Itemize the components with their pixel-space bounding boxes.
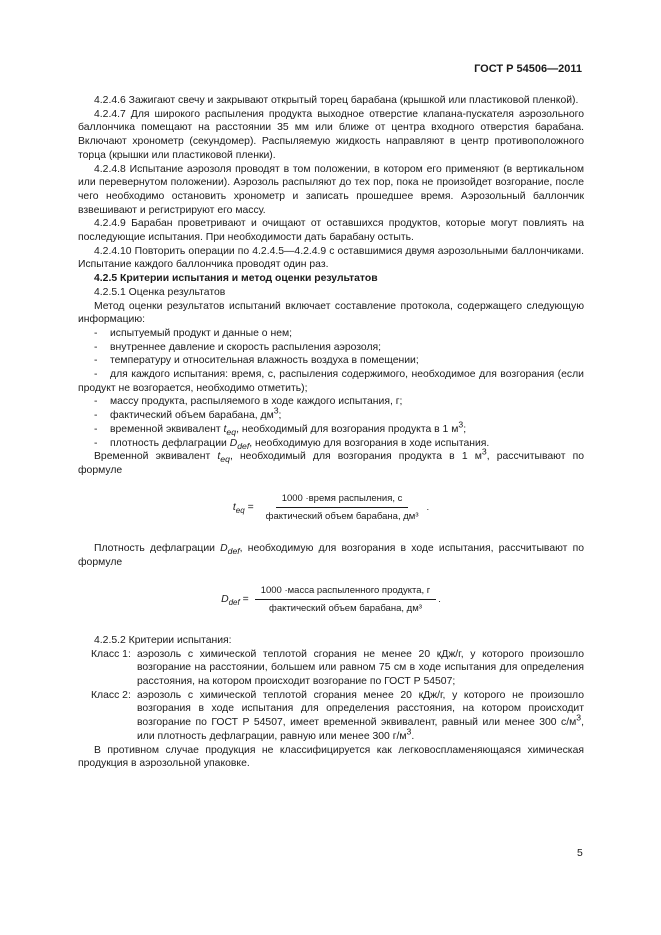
subscript: eq [220, 454, 230, 465]
class-text-part: аэрозоль с химической теплотой сгорания менее 20 кДж/г, у которого не произошло возгорания в ходе испытания для определения расстояния, на котором происходит возгорание по ГОСТ Р 54507, имеет временной эквивалент, равный или менее 300 с/м [137, 689, 584, 729]
teq-intro-text: Временной эквивалент [94, 451, 218, 463]
symbol-d: D [220, 543, 228, 555]
numerator: 1000 ·время распыления, с [276, 492, 409, 509]
fraction [260, 492, 425, 524]
ddef-intro-text: Плотность дефлаграции [94, 543, 221, 555]
ddef-intro-text-cont: , необходимую для возгорания в ходе испытания, рассчитывают по формуле [78, 543, 584, 568]
punctuation: . [411, 730, 415, 742]
list-item-text: температуру и относительная влажность воздуха в помещении; [110, 355, 419, 367]
teq-intro [78, 446, 584, 477]
denominator: фактический объем барабана, дм³ [269, 603, 422, 615]
formula-lhs [221, 593, 249, 607]
list-item-text: для каждого испытания: время, с, распыления содержимого, необходимое для возгорания (если продукт не возгорается, необходимо отметить); [78, 369, 584, 394]
section-425-heading [78, 272, 584, 286]
superscript: 3 [406, 726, 412, 737]
list-item-text: массу продукта, распыляемого в ходе каждого испытания, г; [110, 396, 403, 408]
class-label: Класс 2: [91, 689, 131, 701]
formula-lhs [233, 501, 254, 515]
superscript: 3 [273, 405, 279, 416]
para-4249: 4.2.4.9 Барабан проветривают и очищают от оставшихся продуктов, которые могут повлиять на последующие испытания. При необходимости дать барабану остыть. [78, 218, 584, 244]
list-item-text: временной эквивалент [110, 423, 224, 435]
list-item: - массу продукта, распыляемого в ходе каждого испытания, г; [94, 396, 403, 408]
para-4246: 4.2.4.6 Зажигают свечу и закрывают открытый торец барабана (крышкой или пластиковой пленкой). [94, 95, 579, 106]
section-425-title: Критерии испытания и метод оценки результатов [120, 273, 378, 285]
class-text [137, 689, 584, 744]
formula-ddef [78, 584, 584, 616]
symbol-d: D [229, 437, 238, 449]
subscript: def [237, 440, 250, 451]
list-item-text: фактический объем барабана, дм [110, 410, 274, 422]
symbol-t: t [217, 451, 221, 463]
formula-symbol: D [221, 593, 229, 605]
list-item-text-cont: , необходимую для возгорания в ходе испытания. [249, 437, 490, 449]
class-label: Класс 1: [91, 648, 131, 660]
list-item: - плотность дефлаграции $D_{def}$, необходимую для возгорания в ходе испытания. [94, 437, 490, 451]
list-item: - фактический объем барабана, $дм^3$; [94, 405, 282, 422]
document-header [474, 63, 582, 77]
subscript: eq [226, 426, 237, 437]
section-4252-heading: 4.2.5.2 Критерии испытания: [94, 634, 232, 646]
doc-id: ГОСТ Р 54506—2011 [474, 63, 582, 75]
denominator: фактический объем барабана, дм³ [265, 511, 419, 523]
symbol-t: t [223, 423, 227, 435]
formula-symbol: t [232, 502, 236, 514]
list-item: - внутреннее давление и скорость распыления аэрозоля; [94, 341, 382, 353]
section-425-number: 4.2.5 [94, 273, 118, 285]
class-text-part: , или плотность дефлаграции, равную или менее 300 г/м [137, 717, 584, 742]
superscript: 3 [576, 712, 582, 723]
subscript: def [227, 546, 240, 557]
page-number: 5 [577, 848, 583, 859]
list-item-text-cont: , необходимый для возгорания продукта в 1 м [236, 423, 459, 435]
list-item: - температуру и относительная влажность воздуха в помещении; [94, 355, 419, 367]
class-2 [78, 689, 584, 744]
equals-sign: = [247, 502, 254, 514]
teq-intro-text-cont: , необходимый для возгорания продукта в 1 м [229, 451, 482, 463]
list-item: - для каждого испытания: время, с, распыления содержимого, необходимое для возгорания (если продукт не возгорается, необходимо отметить); [78, 369, 584, 394]
numerator: 1000 ·масса распыленного продукта, г [255, 584, 437, 601]
ddef-intro [78, 542, 584, 569]
formula-subscript: eq [235, 506, 245, 516]
para-4247: 4.2.4.7 Для широкого распыления продукта выходное отверстие клапана-пускателя аэрозольного баллончика помещают на расстоянии 35 мм или ближе от центра входного отверстия барабана. Включают хронометр (секундомер). Распыляемую жидкость направляют в центр противоположного торца (крышки или пластиковой пленки). [78, 108, 584, 161]
list-item: - временной эквивалент $t_{eq}$, необходимый для возгорания продукта в 1 $м^3$; [94, 419, 467, 437]
formula-subscript: def [228, 597, 240, 607]
list-item-text: испытуемый продукт и данные о нем; [110, 327, 293, 339]
closing-paragraph: В противном случае продукция не классифицируется как легковоспламеняющаяся химическая продукция в аэрозольной упаковке. [78, 744, 584, 770]
list-item-text: внутреннее давление и скорость распыления аэрозоля; [110, 341, 382, 353]
class-text: аэрозоль с химической теплотой сгорания не менее 20 кДж/г, у которого произошло возгорание на расстоянии, большем или равном 75 см в ходе испытания для определения расстояния, на котором происходит возгорание по ГОСТ Р 54507; [137, 648, 584, 688]
teq-intro-text-end: , рассчитывают по формуле [78, 451, 584, 476]
page-body [78, 94, 584, 771]
section-4251-heading: 4.2.5.1 Оценка результатов [94, 286, 226, 298]
formula-tail: . [426, 502, 430, 514]
list-item-text: плотность дефлаграции [110, 437, 230, 449]
equals-sign: = [242, 593, 249, 605]
method-intro: Метод оценки результатов испытаний включает составление протокола, содержащего следующую информацию: [78, 300, 584, 326]
list-item: - испытуемый продукт и данные о нем; [94, 327, 293, 339]
superscript: 3 [481, 446, 487, 457]
punctuation: ; [278, 410, 282, 422]
para-4248: 4.2.4.8 Испытание аэрозоля проводят в том положении, в котором его применяют (в вертикальном или перевернутом положении). Аэрозоль распыляют до тех пор, пока не произойдет возгорание, после чего необходимо остановить хронометр и записать прошедшее время. Аэрозольный баллончик взвешивают и регистрируют его массу. [78, 163, 584, 216]
formula-tail: . [438, 593, 441, 605]
superscript: 3 [458, 419, 464, 430]
formula-teq [78, 492, 584, 524]
para-42410: 4.2.4.10 Повторить операции по 4.2.4.5—4.2.4.9 с оставшимися двумя аэрозольными баллончиками. Испытание каждого баллончика проводят один раз. [78, 245, 584, 271]
punctuation: ; [463, 423, 467, 435]
class-1 [78, 648, 584, 689]
fraction [255, 584, 437, 616]
